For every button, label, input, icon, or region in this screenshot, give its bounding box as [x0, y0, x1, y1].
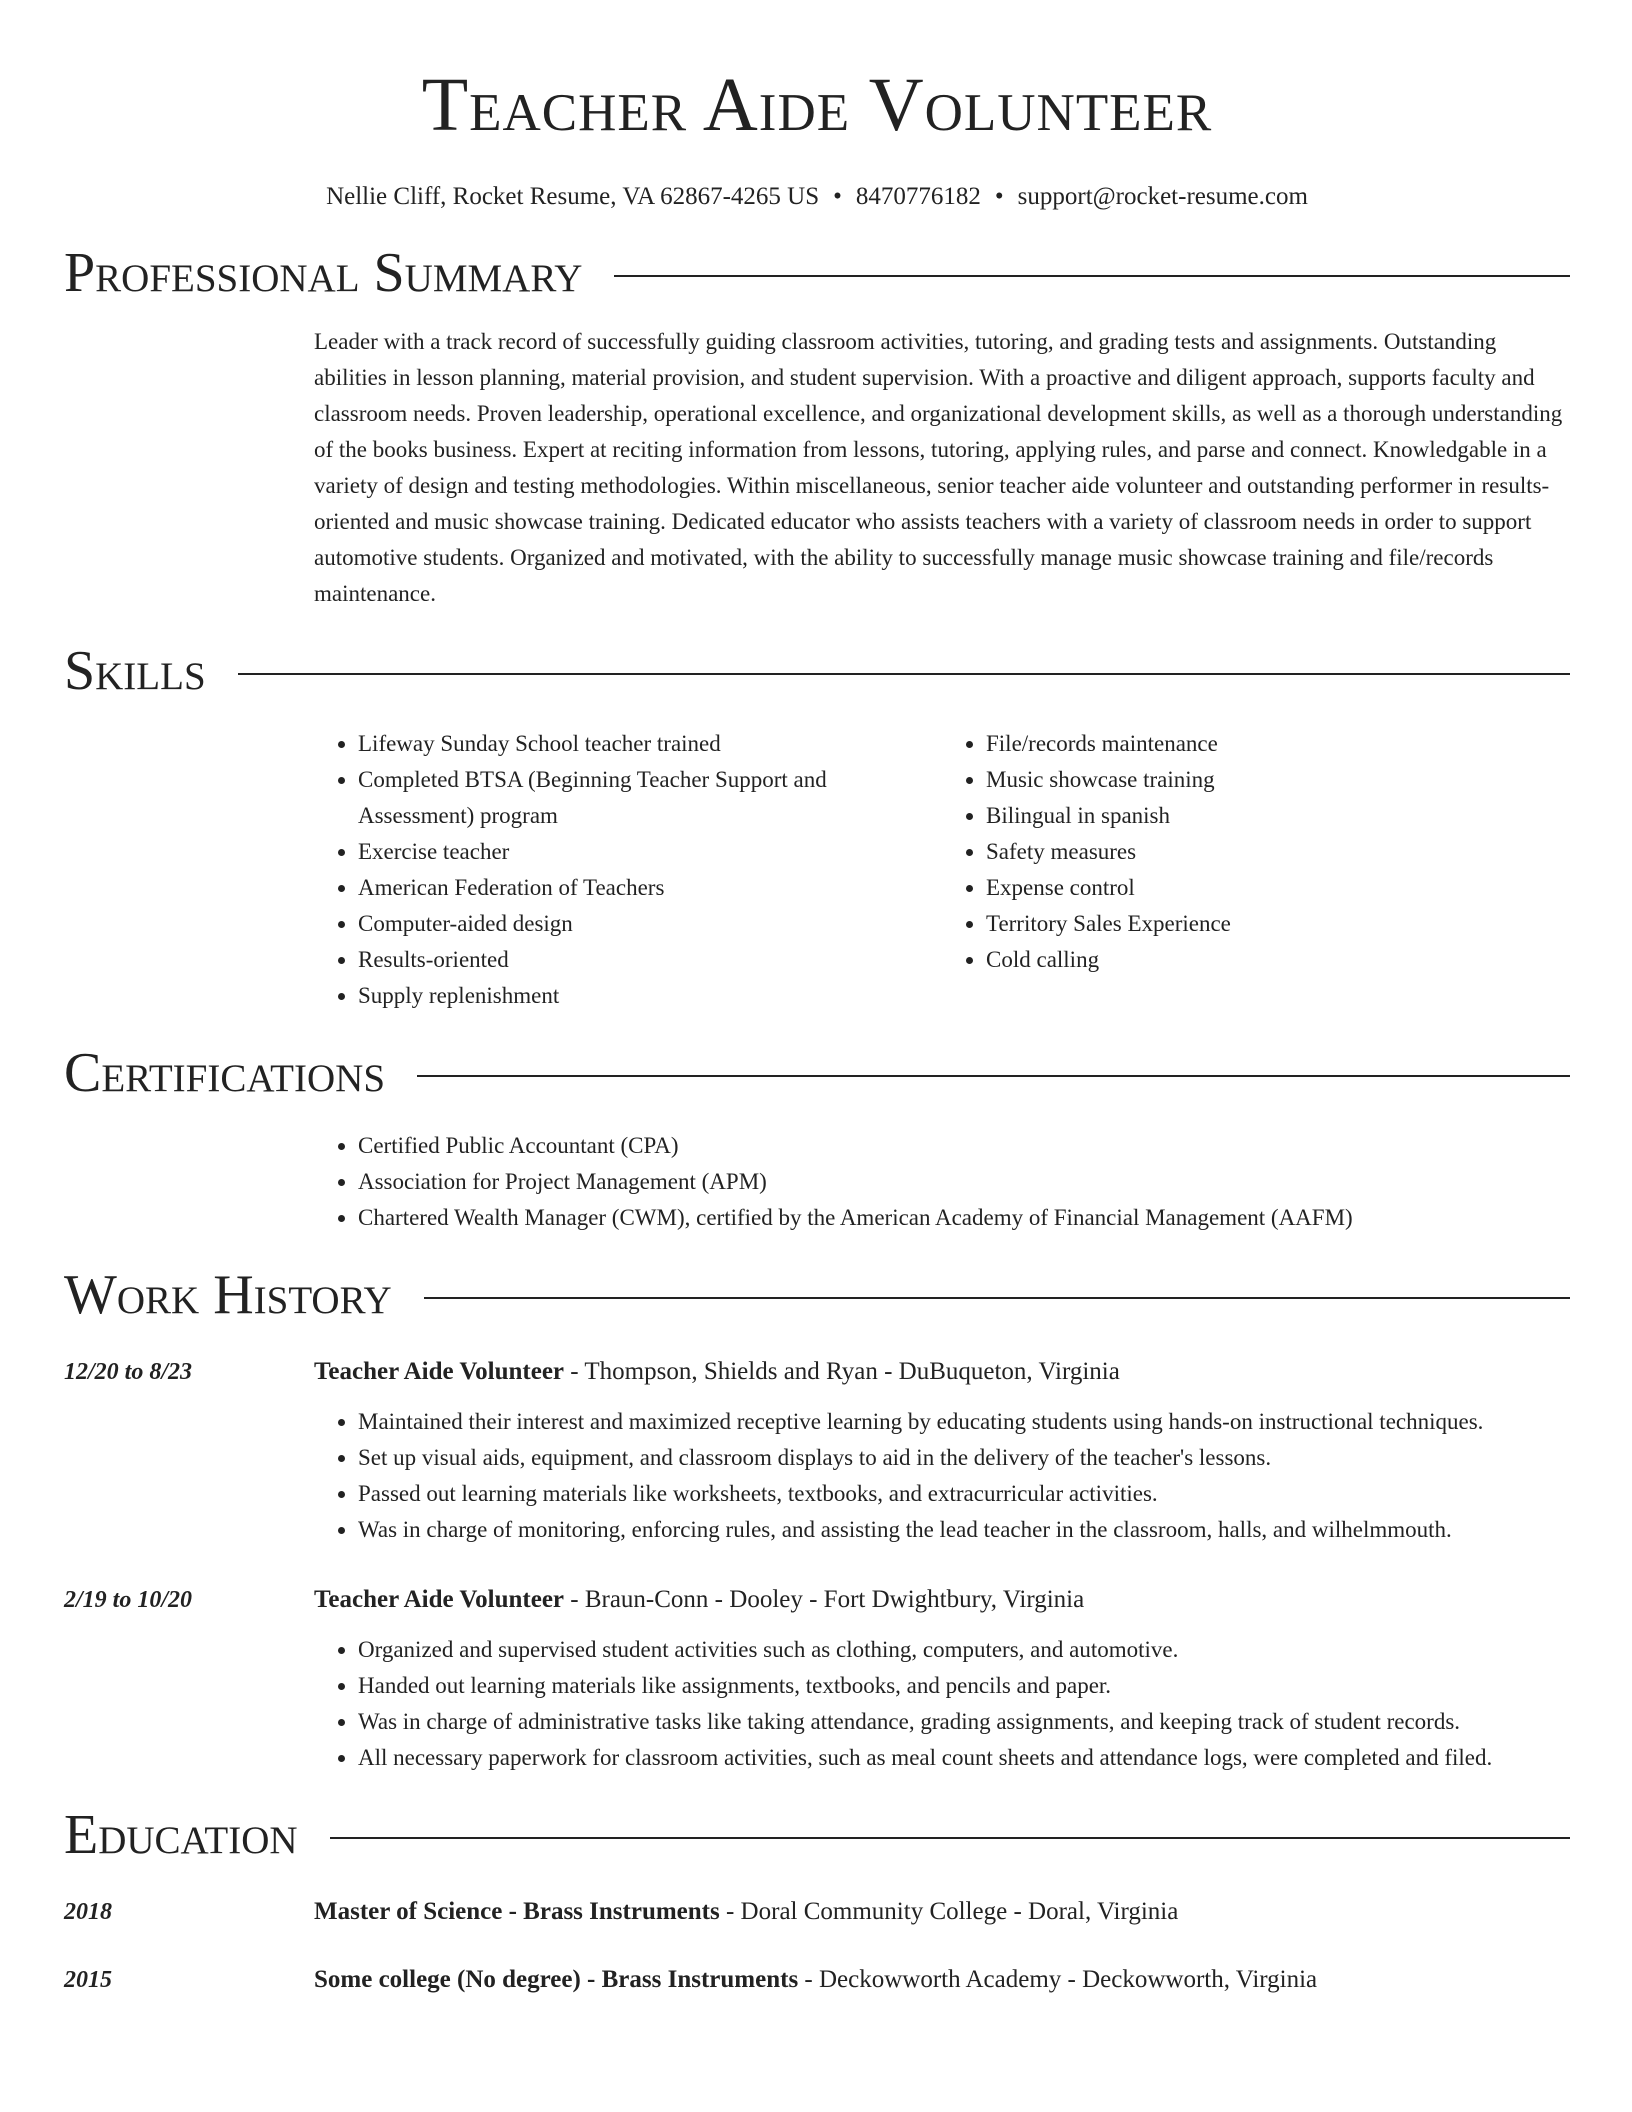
section-divider	[614, 275, 1570, 277]
section-title-skills: Skills	[64, 640, 206, 702]
skill-item: • Territory Sales Experience	[986, 906, 1570, 942]
certification-item: • Association for Project Management (APM)	[358, 1164, 1570, 1200]
skill-item: • Lifeway Sunday School teacher trained	[358, 726, 942, 762]
skill-item: • File/records maintenance	[986, 726, 1570, 762]
job-bullet: • All necessary paperwork for classroom activities, such as meal count sheets and attendance logs, were completed and filed.	[358, 1740, 1570, 1776]
skill-item: • Supply replenishment	[358, 978, 942, 1014]
section-header-summary	[64, 238, 1570, 308]
contact-email[interactable]: support@rocket-resume.com	[1017, 183, 1308, 210]
job-bullet: • Handed out learning materials like assignments, textbooks, and pencils and paper.	[358, 1668, 1570, 1704]
skills-columns	[314, 726, 1570, 1014]
job-employer: - Thompson, Shields and Ryan - DuBuqueton, Virginia	[564, 1358, 1120, 1385]
job-employer: - Braun-Conn - Dooley - Fort Dwightbury, Virginia	[564, 1586, 1085, 1613]
job-title-line	[314, 1354, 1570, 1390]
job-entry	[64, 1354, 1570, 1548]
section-title-education: Education	[64, 1804, 298, 1866]
section-divider	[238, 673, 1570, 675]
education-degree: Master of Science - Brass Instruments	[314, 1898, 720, 1925]
job-dates: 12/20 to 8/23	[64, 1359, 193, 1385]
skill-item: • Bilingual in spanish	[986, 798, 1570, 834]
job-detail	[314, 1354, 1570, 1548]
certification-item: • Certified Public Accountant (CPA)	[358, 1128, 1570, 1164]
skill-item: • Computer-aided design	[358, 906, 942, 942]
education-entry	[64, 1894, 1570, 1930]
skill-item: • Results-oriented	[358, 942, 942, 978]
contact-separator: •	[833, 183, 842, 210]
section-divider	[424, 1297, 1570, 1299]
section-divider	[330, 1837, 1570, 1839]
skills-list-left	[314, 726, 942, 1014]
certifications-block	[314, 1128, 1570, 1236]
job-bullet: • Was in charge of administrative tasks like taking attendance, grading assignments, and keeping track of student records.	[358, 1704, 1570, 1740]
certification-item: • Chartered Wealth Manager (CWM), certified by the American Academy of Financial Management (AAFM)	[358, 1200, 1570, 1236]
job-title: Teacher Aide Volunteer	[314, 1358, 565, 1385]
skill-item: • Cold calling	[986, 942, 1570, 978]
certifications-list	[314, 1128, 1570, 1236]
education-entry	[64, 1962, 1570, 1998]
education-detail	[314, 1894, 1178, 1930]
skill-item: • Safety measures	[986, 834, 1570, 870]
section-header-skills	[64, 636, 1570, 706]
job-title: Teacher Aide Volunteer	[314, 1586, 565, 1613]
job-bullet: • Was in charge of monitoring, enforcing rules, and assisting the lead teacher in the classroom, halls, and wilhelmmouth.	[358, 1512, 1570, 1548]
education-year: 2018	[64, 1899, 112, 1925]
section-header-education	[64, 1800, 1570, 1870]
section-title-summary: Professional Summary	[64, 242, 583, 304]
job-entry	[64, 1582, 1570, 1776]
education-detail	[314, 1962, 1317, 1998]
skill-item: • Expense control	[986, 870, 1570, 906]
section-divider	[417, 1075, 1570, 1077]
job-dates: 2/19 to 10/20	[64, 1587, 193, 1613]
job-bullet: • Maintained their interest and maximized receptive learning by educating students using hands-on instructional techniques.	[358, 1404, 1570, 1440]
section-title-certifications: Certifications	[64, 1042, 386, 1104]
education-school: - Deckowworth Academy - Deckowworth, Virginia	[798, 1966, 1318, 1993]
skills-list-right	[942, 726, 1570, 1014]
skill-item: • American Federation of Teachers	[358, 870, 942, 906]
contact-separator: •	[994, 183, 1004, 210]
summary-text: Leader with a track record of successfully guiding classroom activities, tutoring, and grading tests and assignments. Outstanding abilities in lesson planning, material provision, and student supervision. With a proactive and diligent approach, supports faculty and classroom needs. Proven leadership, operational excellence, and organizational development skills, as well as a thorough understanding of the books business. Expert at reciting information from lessons, tutoring, applying rules, and parse and connect. Knowledgable in a variety of design and testing methodologies. Within miscellaneous, senior teacher aide volunteer and outstanding performer in results-oriented and music showcase training. Dedicated educator who assists teachers with a variety of classroom needs in order to support automotive students. Organized and motivated, with the ability to successfully manage music showcase training and file/records maintenance.	[314, 329, 1563, 606]
job-bullets	[314, 1632, 1570, 1776]
contact-address: Nellie Cliff, Rocket Resume, VA 62867-4265 US	[326, 183, 820, 210]
skill-item: • Music showcase training	[986, 762, 1570, 798]
job-bullet: • Passed out learning materials like worksheets, textbooks, and extracurricular activities.	[358, 1476, 1570, 1512]
job-title-line	[314, 1582, 1570, 1618]
education-degree: Some college (No degree) - Brass Instruments	[314, 1966, 799, 1993]
education-year: 2015	[64, 1967, 112, 1993]
job-detail	[314, 1582, 1570, 1776]
section-header-work-history	[64, 1260, 1570, 1330]
job-bullets	[314, 1404, 1570, 1548]
section-title-work-history: Work History	[64, 1264, 392, 1326]
contact-line	[64, 180, 1570, 214]
candidate-name: Teacher Aide Volunteer	[421, 63, 1213, 147]
skill-item: • Completed BTSA (Beginning Teacher Support and Assessment) program	[358, 762, 942, 834]
section-header-certifications	[64, 1038, 1570, 1108]
contact-phone: 8470776182	[855, 183, 981, 210]
education-school: - Doral Community College - Doral, Virginia	[719, 1898, 1179, 1925]
job-bullet: • Set up visual aids, equipment, and classroom displays to aid in the delivery of the teacher's lessons.	[358, 1440, 1570, 1476]
skill-item: • Exercise teacher	[358, 834, 942, 870]
job-bullet: • Organized and supervised student activities such as clothing, computers, and automotive.	[358, 1632, 1570, 1668]
